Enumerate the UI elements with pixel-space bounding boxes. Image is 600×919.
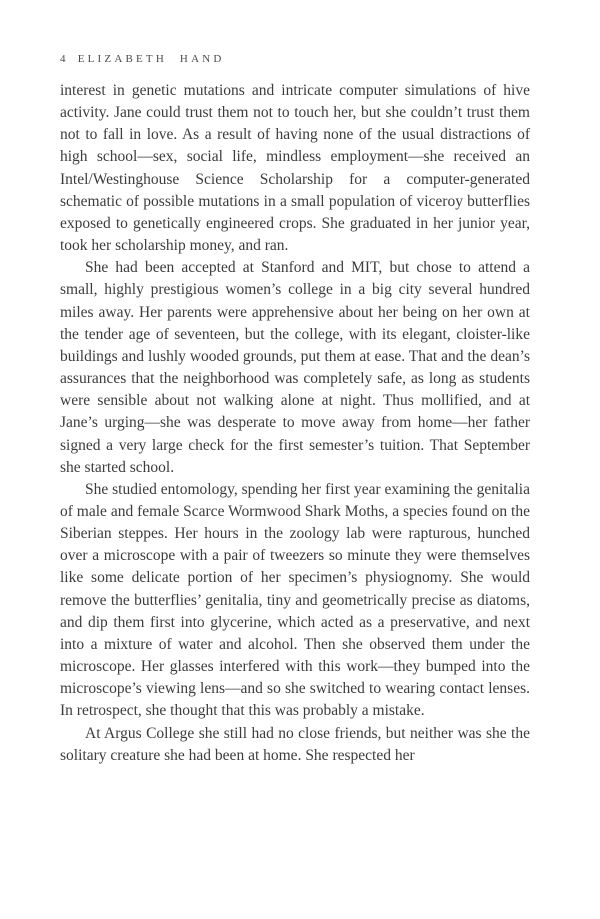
running-header bbox=[60, 53, 225, 65]
paragraph: At Argus College she still had no close friends, but neither was she the solitary creature she had been at home. She respected her bbox=[60, 724, 530, 764]
paragraph: She had been accepted at Stanford and MIT, but chose to attend a small, highly prestigious women’s college in a big city several hundred miles away. Her parents were apprehensive about her being on her own at the tender age of seventeen, but the college, with its elegant, cloister-like buildings and lushly wooded grounds, put them at ease. That and the dean’s assurances that the neighborhood was completely safe, as long as students were sensible about not walking alone at night. Thus mollified, and at Jane’s urging—she was desperate to move away from home—her father signed a very large check for the first semester’s tuition. That September she started school. bbox=[60, 259, 530, 476]
page-body bbox=[60, 80, 530, 767]
paragraph: interest in genetic mutations and intricate computer simulations of hive activity. Jane could trust them not to touch her, but she couldn’t trust them not to fall in love. As a result of having none of the usual distractions of high school—sex, social life, mindless employment—she received an Intel/Westinghouse Science Scholarship for a computer-generated schematic of possible mutations in a small population of viceroy butterflies exposed to genetically engineered crops. She graduated in her junior year, took her scholarship money, and ran. bbox=[60, 82, 530, 255]
paragraph: She studied entomology, spending her first year examining the genitalia of male and female Scarce Wormwood Shark Moths, a species found on the Siberian steppes. Her hours in the zoology lab were rapturous, hunched over a microscope with a pair of tweezers so minute they were themselves like some delicate portion of her specimen’s physiognomy. She would remove the butterflies’ genitalia, tiny and geometrically precise as diatoms, and dip them first into glycerine, which acted as a preservative, and next into a mixture of water and alcohol. Then she observed them under the microscope. Her glasses interfered with this work—they bumped into the microscope’s viewing lens—and so she switched to wearing contact lenses. In retrospect, she thought that this was probably a mistake. bbox=[60, 480, 530, 720]
author-running-head: ELIZABETH HAND bbox=[77, 53, 225, 65]
page-number: 4 bbox=[60, 53, 69, 65]
